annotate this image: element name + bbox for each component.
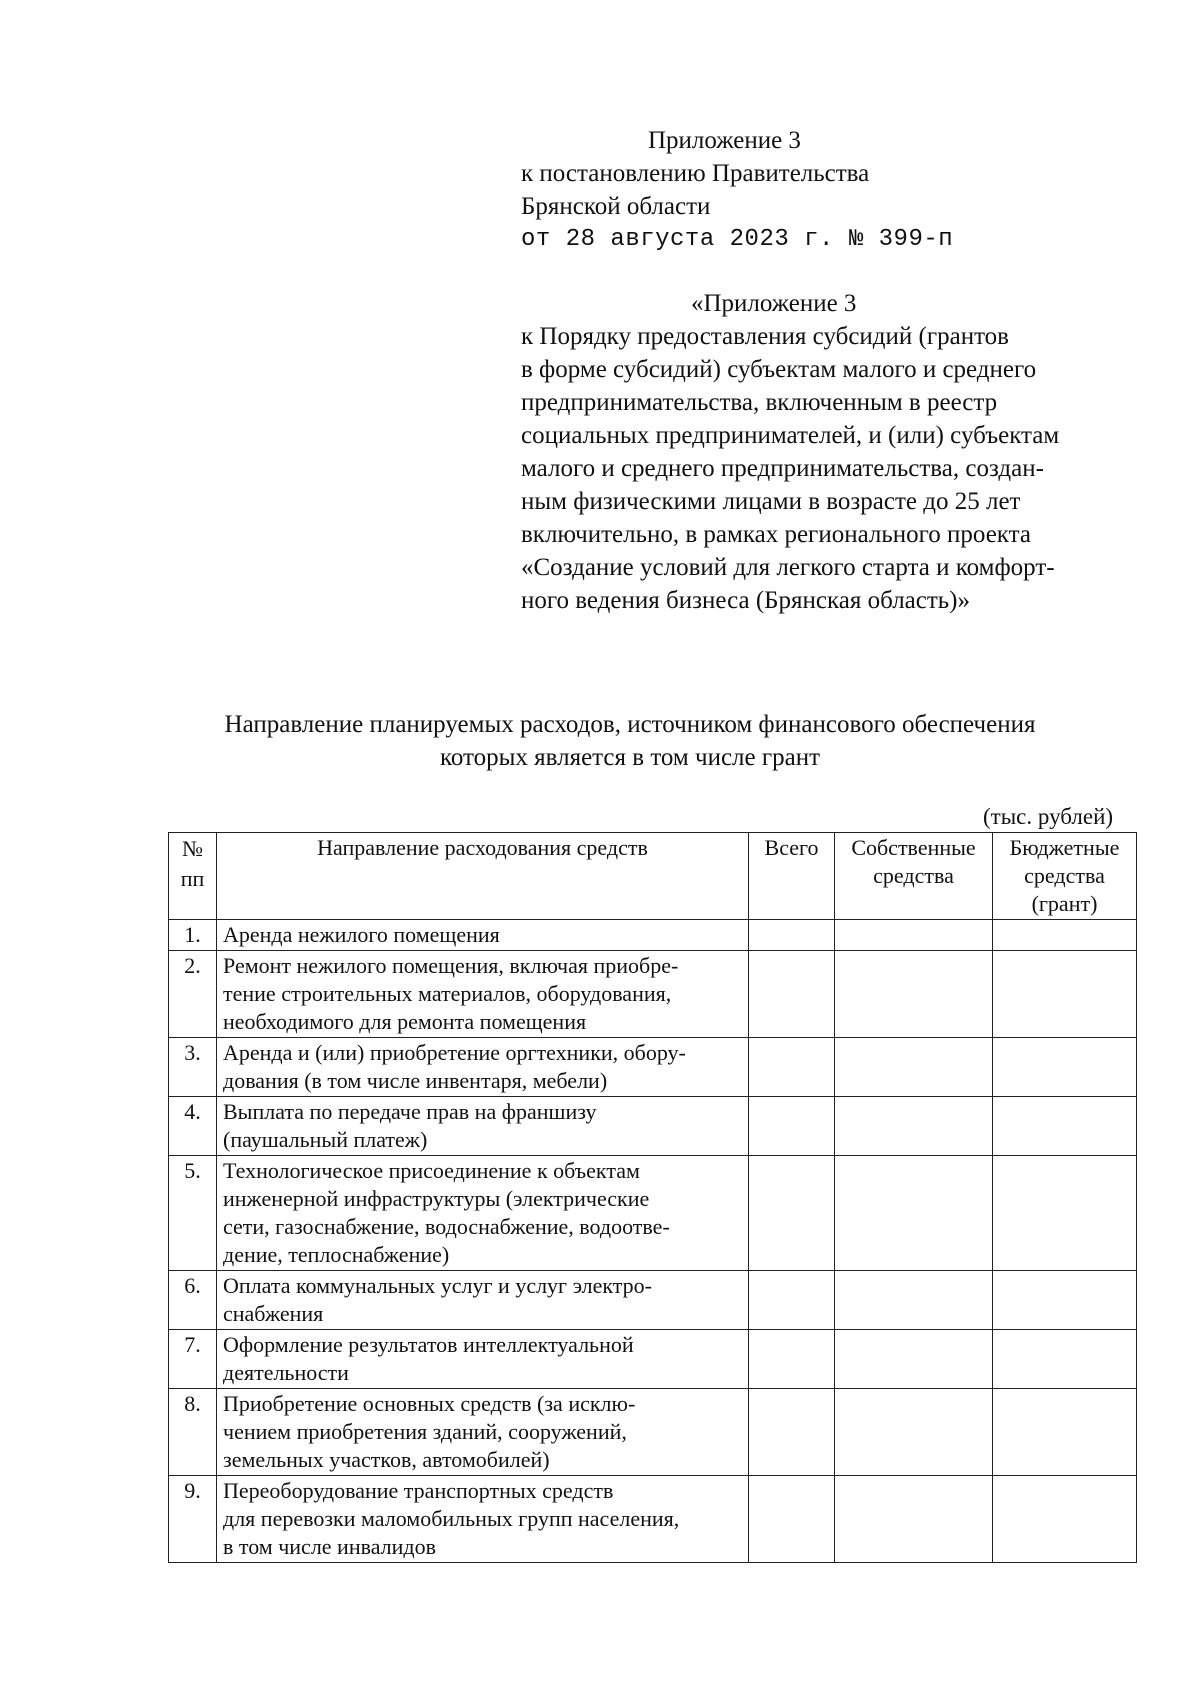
- row-budget-cell: [993, 1271, 1137, 1330]
- row-total-cell: [749, 1330, 835, 1389]
- row-total-cell: [749, 1097, 835, 1156]
- units-label: (тыс. рублей): [983, 804, 1114, 829]
- row-direction: Переоборудование транспортных средств для перевозки маломобильных групп населения, в том числе инвалидов: [217, 1476, 749, 1563]
- order-appendix-line: включительно, в рамках регионального проекта: [521, 521, 1031, 548]
- heading-line: которых является в том числе грант: [439, 744, 821, 771]
- row-total-cell: [749, 1038, 835, 1097]
- table-row: [169, 951, 1137, 1038]
- row-number: 8.: [169, 1389, 217, 1476]
- header-direction: Направление расходования средств: [217, 833, 749, 920]
- document-heading: [150, 708, 1110, 774]
- row-number: 1.: [169, 920, 217, 951]
- row-total-cell: [749, 1389, 835, 1476]
- row-total-cell: [749, 1476, 835, 1563]
- row-budget-cell: [993, 1476, 1137, 1563]
- row-direction: Оформление результатов интеллектуальной деятельности: [217, 1330, 749, 1389]
- table-row: [169, 1097, 1137, 1156]
- heading-line: Направление планируемых расходов, источником финансового обеспечения: [224, 711, 1036, 738]
- row-budget-cell: [993, 1156, 1137, 1271]
- appendix-line: к постановлению Правительства: [521, 160, 870, 187]
- row-own-cell: [835, 1271, 993, 1330]
- row-total-cell: [749, 951, 835, 1038]
- table-row: [169, 1389, 1137, 1476]
- row-own-cell: [835, 1476, 993, 1563]
- row-own-cell: [835, 1389, 993, 1476]
- row-direction: Приобретение основных средств (за исклю- чением приобретения зданий, сооружений, земельных участков, автомобилей): [217, 1389, 749, 1476]
- order-appendix-line: ного ведения бизнеса (Брянская область)»: [521, 587, 971, 614]
- header-number: № пп: [169, 833, 217, 920]
- order-appendix-line: социальных предпринимателей, и (или) субъектам: [521, 422, 1060, 449]
- header-own-funds: Собственные средства: [835, 833, 993, 920]
- order-appendix-line: к Порядку предоставления субсидий (грантов: [521, 323, 1009, 350]
- table-row: [169, 1156, 1137, 1271]
- order-appendix-line: ным физическими лицами в возрасте до 25 лет: [521, 488, 1021, 515]
- order-appendix-line: «Создание условий для легкого старта и комфорт-: [521, 554, 1055, 581]
- appendix-date-line: от 28 августа 2023 г. № 399-п: [521, 226, 954, 253]
- row-budget-cell: [993, 1330, 1137, 1389]
- row-direction: Ремонт нежилого помещения, включая приобре- тение строительных материалов, оборудования, необходимого для ремонта помещения: [217, 951, 749, 1038]
- order-appendix-line: в форме субсидий) субъектам малого и среднего: [521, 356, 1037, 383]
- row-number: 5.: [169, 1156, 217, 1271]
- row-own-cell: [835, 1097, 993, 1156]
- appendix-title: Приложение 3: [648, 127, 801, 154]
- table-row: [169, 1038, 1137, 1097]
- expenses-table: [168, 832, 1137, 1563]
- row-direction: Технологическое присоединение к объектам инженерной инфраструктуры (электрические сети, газоснабжение, водоснабжение, водоотве- дение, теплоснабжение): [217, 1156, 749, 1271]
- order-appendix: [521, 287, 1161, 617]
- order-appendix-line: малого и среднего предпринимательства, создан-: [521, 455, 1044, 482]
- header-total: Всего: [749, 833, 835, 920]
- row-budget-cell: [993, 951, 1137, 1038]
- row-direction: Выплата по передаче прав на франшизу (паушальный платеж): [217, 1097, 749, 1156]
- appendix-header: [521, 124, 1141, 256]
- row-direction: Оплата коммунальных услуг и услуг электро- снабжения: [217, 1271, 749, 1330]
- row-total-cell: [749, 1156, 835, 1271]
- table-row: [169, 920, 1137, 951]
- table-row: [169, 1330, 1137, 1389]
- appendix-line: Брянской области: [521, 193, 711, 220]
- row-number: 7.: [169, 1330, 217, 1389]
- header-budget-funds: Бюджетные средства (грант): [993, 833, 1137, 920]
- row-total-cell: [749, 920, 835, 951]
- table-row: [169, 1271, 1137, 1330]
- row-own-cell: [835, 920, 993, 951]
- table-header-row: [169, 833, 1137, 920]
- row-number: 6.: [169, 1271, 217, 1330]
- row-number: 3.: [169, 1038, 217, 1097]
- order-appendix-line: предпринимательства, включенным в реестр: [521, 389, 998, 416]
- row-total-cell: [749, 1271, 835, 1330]
- row-own-cell: [835, 951, 993, 1038]
- row-budget-cell: [993, 1389, 1137, 1476]
- row-own-cell: [835, 1038, 993, 1097]
- row-number: 4.: [169, 1097, 217, 1156]
- row-budget-cell: [993, 1097, 1137, 1156]
- row-number: 9.: [169, 1476, 217, 1563]
- row-own-cell: [835, 1156, 993, 1271]
- row-own-cell: [835, 1330, 993, 1389]
- row-budget-cell: [993, 1038, 1137, 1097]
- order-appendix-title: «Приложение 3: [691, 290, 857, 317]
- table-row: [169, 1476, 1137, 1563]
- row-budget-cell: [993, 920, 1137, 951]
- row-direction: Аренда нежилого помещения: [217, 920, 749, 951]
- row-number: 2.: [169, 951, 217, 1038]
- row-direction: Аренда и (или) приобретение оргтехники, обору- дования (в том числе инвентаря, мебели): [217, 1038, 749, 1097]
